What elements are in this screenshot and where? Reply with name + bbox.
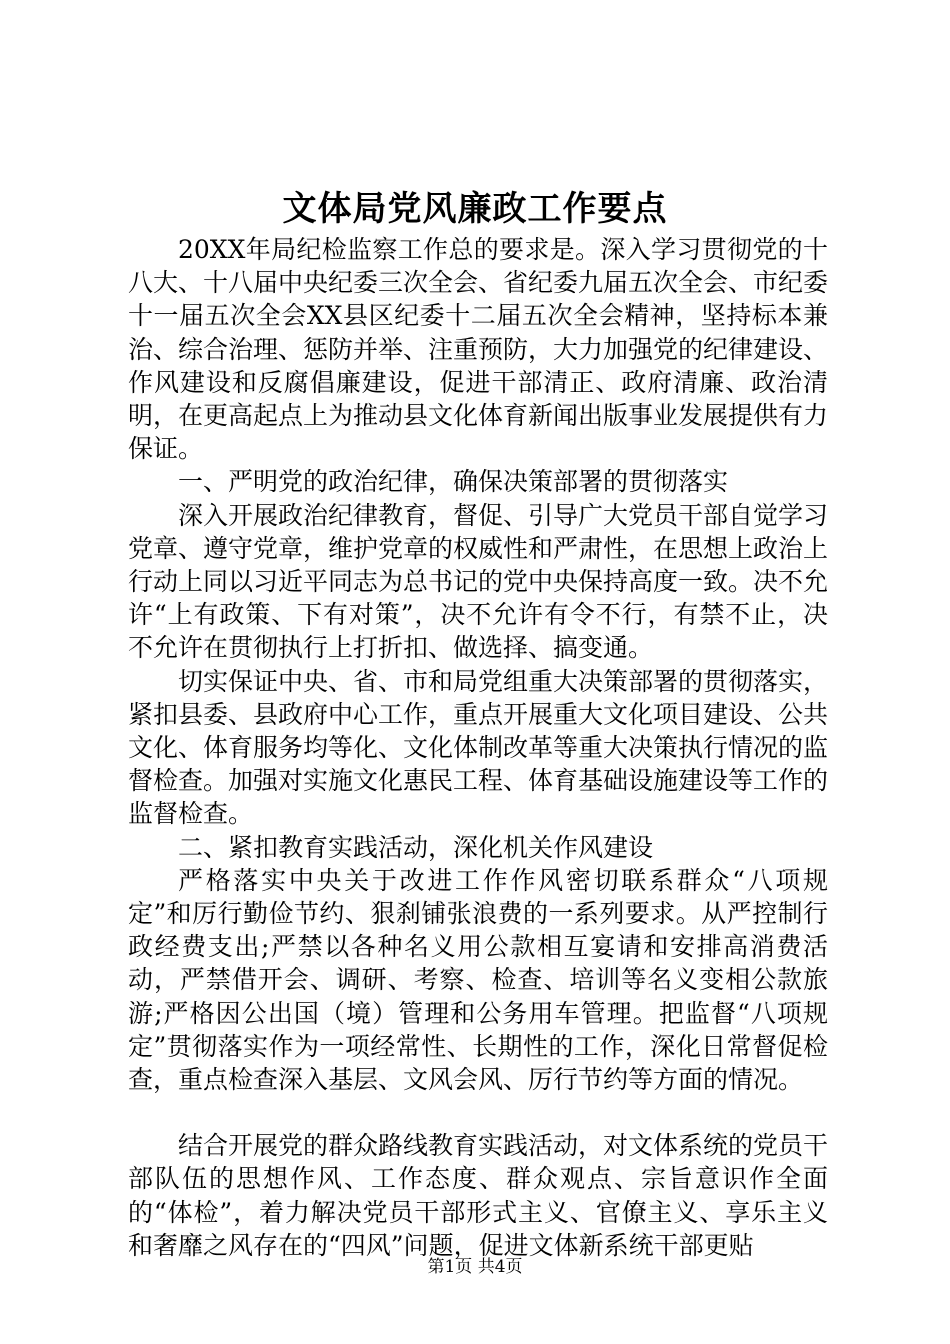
paragraph-section-1-a: 深入开展政治纪律教育，督促、引导广大党员干部自觉学习党章、遵守党章，维护党章的权威性和严肃性，在思想上政治上行动上同以习近平同志为总书记的党中央保持高度一致。决不允许“上有政策、下有对策”，决不允许有令不行，有禁不止，决不允许在贯彻执行上打折扣、做选择、搞变通。 [128, 500, 829, 663]
section-heading-2: 二、紧扣教育实践活动，深化机关作风建设 [178, 832, 654, 862]
paragraph-section-1-b: 切实保证中央、省、市和局党组重大决策部署的贯彻落实，紧扣县委、县政府中心工作，重点开展重大文化项目建设、公共文化、体育服务均等化、文化体制改革等重大决策执行情况的监督检查。加强对实施文化惠民工程、体育基础设施建设等工作的监督检查。 [128, 666, 829, 829]
paragraph-section-2-b: 结合开展党的群众路线教育实践活动，对文体系统的党员干部队伍的思想作风、工作态度、群众观点、宗旨意识作全面的“体检”，着力解决党员干部形式主义、官僚主义、享乐主义和奢靡之风存在的“四风”问题，促进文体新系统干部更贴 [128, 1131, 829, 1260]
document-body [128, 233, 828, 1262]
page-number-footer: 第1页 共4页 [427, 1257, 523, 1277]
document-title: 文体局党风廉政工作要点 [282, 189, 668, 229]
paragraph-intro: 20XX年局纪检监察工作总的要求是。深入学习贯彻党的十八大、十八届中央纪委三次全会、省纪委九届五次全会、市纪委十一届五次全会XX县区纪委十二届五次全会精神，坚持标本兼治、综合治理、惩防并举、注重预防，大力加强党的纪律建设、作风建设和反腐倡廉建设，促进干部清正、政府清廉、政治清明，在更高起点上为推动县文化体育新闻出版事业发展提供有力保证。 [128, 235, 829, 464]
section-heading-1: 一、严明党的政治纪律，确保决策部署的贯彻落实 [178, 467, 729, 497]
paragraph-section-2-a: 严格落实中央关于改进工作作风密切联系群众“八项规定”和厉行勤俭节约、狠刹铺张浪费的一系列要求。从严控制行政经费支出;严禁以各种名义用公款相互宴请和安排高消费活动，严禁借开会、调研、考察、检查、培训等名义变相公款旅游;严格因公出国（境）管理和公务用车管理。把监督“八项规定”贯彻落实作为一项经常性、长期性的工作，深化日常督促检查，重点检查深入基层、文风会风、厉行节约等方面的情况。 [128, 865, 828, 1095]
